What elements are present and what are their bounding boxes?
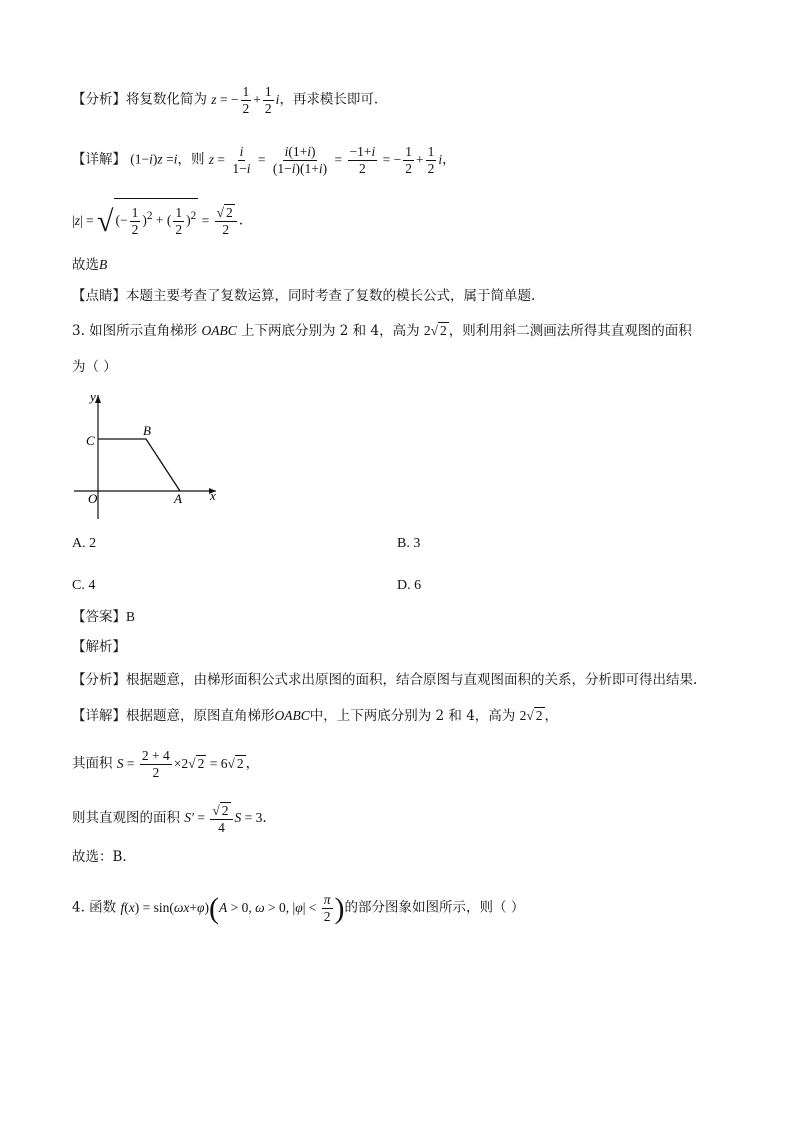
- q3-text-a: 3. 如图所示直角梯形: [72, 323, 198, 339]
- analysis-text-b: ，再求模长即可.: [279, 91, 379, 108]
- area-2-label: 则其直观图的面积: [72, 810, 180, 827]
- formula-z-derivation: z = $\frac{i}{1-i}$ = $\frac{i(1+i)}{(1-i)(1+i)}$ = $\frac{-1+i}{2}$ = − $\frac{1}{2}$ + $\frac{1}{2}$ i: [208, 144, 443, 176]
- q3-text-c: ，则利用斜二测画法所得其直观图的面积: [448, 323, 692, 339]
- option-a: A. 2: [72, 536, 97, 551]
- detail-mid: ，则: [177, 151, 205, 168]
- detail-2: [72, 707, 558, 725]
- explain-tag: 【解析】: [72, 639, 126, 655]
- point-a-label: A: [174, 491, 182, 506]
- formula-equation: (1−i)z =i: [130, 151, 178, 167]
- detail-2-text-a: 根据题意，原图直角梯形: [126, 708, 275, 724]
- trapezoid-figure: [66, 385, 226, 525]
- answer-tag: 【答案】: [72, 609, 126, 625]
- detail-2-tag: 【详解】: [72, 708, 126, 724]
- detail-2-text-b: 中，上下两底分别为 2 和 4，高为: [309, 708, 516, 724]
- choice-1: [72, 256, 107, 274]
- option-d: D. 6: [397, 578, 422, 593]
- answer-value: B: [126, 609, 136, 624]
- answer-line: [72, 608, 135, 626]
- analysis-1: [72, 84, 378, 117]
- modulus-line: [72, 198, 243, 238]
- explain-line: [72, 638, 126, 656]
- detail-2-height: 2√ 2: [519, 708, 543, 723]
- option-c: C. 4: [72, 578, 96, 593]
- area-2-end: .: [262, 810, 267, 827]
- area-line-1: [72, 748, 259, 781]
- choice-2-text: 故选：B.: [72, 849, 127, 865]
- analysis-2-tag: 【分析】: [72, 672, 126, 688]
- detail-1: [72, 144, 456, 177]
- q4-prefix: 4. 函数: [72, 899, 117, 916]
- modulus-end: .: [238, 212, 244, 229]
- q3-shape: OABC: [201, 323, 237, 338]
- area-1-end: ，: [245, 755, 260, 772]
- choice-1-letter: B: [99, 257, 108, 272]
- question-3-line-2: [72, 358, 117, 376]
- formula-modulus: |z| = √ (− $\frac{1}{2}$ )$^2$ + ( $\frac{1}{2}$ )$^2$ = $\frac{√ 2}{2}$: [72, 213, 239, 228]
- point-b-label: B: [143, 423, 151, 438]
- comment-1: [72, 287, 535, 305]
- detail-end: ，: [442, 151, 456, 168]
- formula-area-intuitive: S′ = $\frac{√ 2}{4}$ S = 3: [184, 803, 263, 835]
- choice-2: [72, 848, 127, 866]
- formula-function: f(x) = sin(ωx+φ)(A > 0, ω > 0, |φ| < $\frac{\pi}{2}$ ): [120, 891, 345, 925]
- q3-text-b: 上下两底分别为 2 和 4，高为: [241, 323, 420, 339]
- comment-tag: 【点睛】: [72, 288, 126, 304]
- detail-2-shape: OABC: [274, 708, 310, 723]
- point-c-label: C: [86, 433, 95, 448]
- choice-1-text: 故选: [72, 257, 99, 273]
- question-4: [72, 892, 524, 925]
- question-3-line-1: [72, 322, 692, 340]
- analysis-2-text: 根据题意，由梯形面积公式求出原图的面积，结合原图与直观图面积的关系，分析即可得出结果.: [126, 672, 698, 688]
- formula-z-simplified: z = − $\frac{1}{2}$ + $\frac{1}{2}$ i: [211, 84, 280, 116]
- area-line-2: [72, 802, 267, 836]
- detail-2-end: ，: [544, 708, 559, 724]
- q4-suffix: 的部分图象如图所示，则（ ）: [344, 899, 525, 916]
- analysis-text-a: 将复数化简为: [126, 91, 207, 108]
- origin-label: O: [88, 491, 98, 506]
- comment-text: 本题主要考查了复数运算，同时考查了复数的模长公式，属于简单题.: [126, 288, 536, 304]
- analysis-2: [72, 671, 697, 689]
- analysis-tag: 【分析】: [72, 91, 126, 108]
- formula-area-original: S = $\frac{2 + 4}{2}$ ×2√ 2 = 6√ 2: [116, 748, 244, 780]
- detail-tag: 【详解】: [72, 151, 126, 168]
- q3-line-2: 为（ ）: [72, 359, 117, 375]
- option-b: B. 3: [397, 536, 421, 551]
- x-axis-label: x: [210, 488, 216, 503]
- area-1-label: 其面积: [72, 755, 113, 772]
- q3-height: 2√ 2: [423, 323, 447, 338]
- y-axis-label: y: [90, 389, 96, 404]
